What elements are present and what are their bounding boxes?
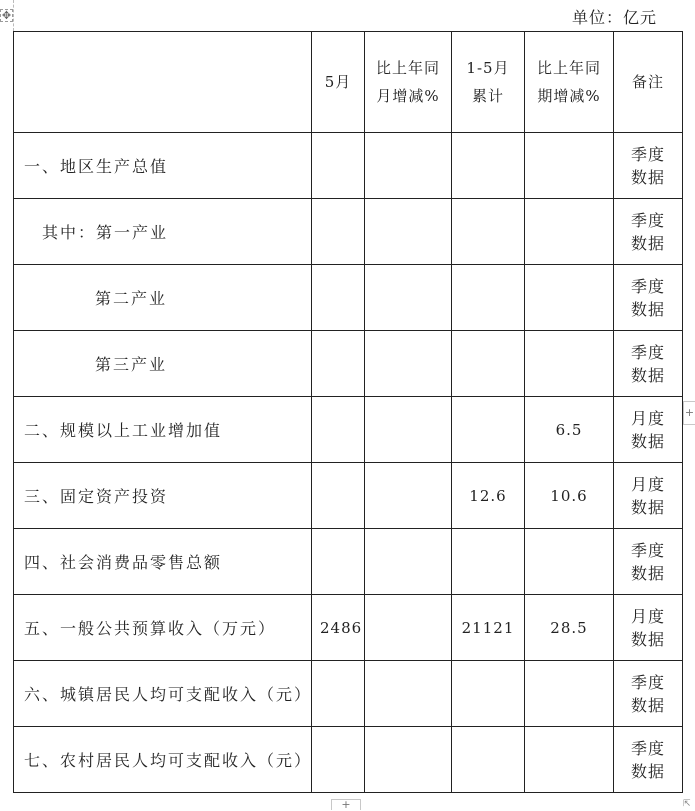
note-line: 数据: [630, 761, 665, 781]
cell-yoy-cumulative[interactable]: [525, 661, 614, 727]
note-line: 月度: [630, 606, 665, 626]
plus-icon: +: [341, 798, 351, 811]
note-line: 月度: [630, 408, 665, 428]
header-cell-yoy-month[interactable]: [365, 32, 452, 133]
header-text-line: 1-5月: [466, 59, 510, 77]
cell-note[interactable]: [614, 529, 683, 595]
note-line: 季度: [630, 342, 665, 362]
statistics-table: [13, 31, 683, 793]
cell-yoy-cumulative[interactable]: [525, 529, 614, 595]
cell-may[interactable]: [312, 661, 365, 727]
cell-yoy-month[interactable]: [365, 595, 452, 661]
row-label-urban-income[interactable]: 六、城镇居民人均可支配收入（元）: [14, 661, 312, 727]
cell-yoy-cumulative[interactable]: [525, 727, 614, 793]
note-line: 数据: [630, 233, 665, 253]
unit-label: 单位：亿元: [571, 8, 657, 27]
cell-cumulative[interactable]: [452, 661, 525, 727]
note-line: 季度: [630, 276, 665, 296]
cell-may[interactable]: [312, 199, 365, 265]
note-line: 季度: [630, 210, 665, 230]
table-row: [14, 331, 683, 397]
table-row: [14, 397, 683, 463]
move-arrows-icon: ✥: [1, 9, 12, 22]
table-boundary-guide: [13, 0, 14, 31]
header-text-line: 期增减%: [537, 87, 601, 105]
resize-corner-icon: ⇱: [683, 799, 691, 809]
table-resize-handle[interactable]: [683, 799, 693, 809]
note-line: 数据: [630, 497, 665, 517]
table-row: [14, 133, 683, 199]
cell-may[interactable]: [312, 265, 365, 331]
cell-yoy-month[interactable]: [365, 661, 452, 727]
plus-icon: +: [684, 406, 695, 419]
header-text-line: 比上年同: [375, 59, 440, 77]
cell-yoy-month[interactable]: [365, 133, 452, 199]
add-row-button[interactable]: [331, 799, 361, 810]
cell-note[interactable]: [614, 265, 683, 331]
cell-may[interactable]: [312, 133, 365, 199]
cell-cumulative[interactable]: [452, 529, 525, 595]
cell-note[interactable]: [614, 199, 683, 265]
cell-note[interactable]: [614, 133, 683, 199]
cell-cumulative[interactable]: [452, 331, 525, 397]
cell-yoy-cumulative[interactable]: 10.6: [525, 463, 614, 529]
note-line: 季度: [630, 540, 665, 560]
table-row: [14, 529, 683, 595]
cell-yoy-month[interactable]: [365, 397, 452, 463]
cell-may[interactable]: [312, 529, 365, 595]
cell-note[interactable]: [614, 463, 683, 529]
cell-note[interactable]: [614, 727, 683, 793]
header-text-line: 比上年同: [536, 59, 601, 77]
cell-yoy-cumulative[interactable]: [525, 331, 614, 397]
cell-yoy-month[interactable]: [365, 727, 452, 793]
cell-yoy-month[interactable]: [365, 529, 452, 595]
cell-may[interactable]: [312, 727, 365, 793]
cell-may[interactable]: [312, 397, 365, 463]
row-label-industrial-value-added[interactable]: 二、规模以上工业增加值: [14, 397, 312, 463]
cell-cumulative[interactable]: [452, 397, 525, 463]
row-label-public-budget-revenue[interactable]: 五、一般公共预算收入（万元）: [14, 595, 312, 661]
cell-note[interactable]: [614, 397, 683, 463]
cell-yoy-cumulative[interactable]: 28.5: [525, 595, 614, 661]
table-row: [14, 463, 683, 529]
add-column-button[interactable]: [683, 401, 695, 425]
cell-yoy-cumulative[interactable]: [525, 133, 614, 199]
row-label-rural-income[interactable]: 七、农村居民人均可支配收入（元）: [14, 727, 312, 793]
row-label-fixed-asset-investment[interactable]: 三、固定资产投资: [14, 463, 312, 529]
table-row: [14, 727, 683, 793]
cell-yoy-month[interactable]: [365, 265, 452, 331]
note-line: 数据: [630, 563, 665, 583]
table-move-handle[interactable]: [0, 9, 13, 22]
note-line: 月度: [630, 474, 665, 494]
note-line: 数据: [630, 695, 665, 715]
cell-may[interactable]: [312, 463, 365, 529]
header-text-line: 月增减%: [376, 87, 440, 105]
cell-cumulative[interactable]: [452, 133, 525, 199]
table-row: [14, 661, 683, 727]
cell-yoy-month[interactable]: [365, 463, 452, 529]
note-line: 数据: [630, 299, 665, 319]
cell-cumulative[interactable]: [452, 199, 525, 265]
cell-cumulative[interactable]: [452, 727, 525, 793]
header-text-line: 累计: [471, 87, 504, 105]
table-header-row: [14, 32, 683, 133]
row-label-gdp[interactable]: 一、地区生产总值: [14, 133, 312, 199]
note-line: 数据: [630, 431, 665, 451]
cell-yoy-month[interactable]: [365, 199, 452, 265]
cell-cumulative[interactable]: 21121: [452, 595, 525, 661]
cell-note[interactable]: [614, 595, 683, 661]
note-line: 数据: [630, 365, 665, 385]
row-label-secondary-industry[interactable]: 第二产业: [14, 265, 312, 331]
table-row: [14, 199, 683, 265]
note-line: 数据: [630, 629, 665, 649]
cell-cumulative[interactable]: 12.6: [452, 463, 525, 529]
cell-may[interactable]: [312, 331, 365, 397]
table-row: [14, 265, 683, 331]
header-cell-may[interactable]: 5月: [312, 32, 365, 133]
cell-cumulative[interactable]: [452, 265, 525, 331]
row-label-retail-sales[interactable]: 四、社会消费品零售总额: [14, 529, 312, 595]
cell-yoy-cumulative[interactable]: 6.5: [525, 397, 614, 463]
cell-note[interactable]: [614, 661, 683, 727]
row-label-primary-industry[interactable]: 其中：第一产业: [14, 199, 312, 265]
header-cell-cumulative[interactable]: [452, 32, 525, 133]
cell-yoy-cumulative[interactable]: [525, 199, 614, 265]
note-line: 数据: [630, 167, 665, 187]
cell-note[interactable]: [614, 331, 683, 397]
row-label-tertiary-industry[interactable]: 第三产业: [14, 331, 312, 397]
note-line: 季度: [630, 672, 665, 692]
cell-yoy-month[interactable]: [365, 331, 452, 397]
table-row: [14, 595, 683, 661]
note-line: 季度: [630, 738, 665, 758]
header-cell-note[interactable]: 备注: [614, 32, 683, 133]
header-cell-yoy-cumulative[interactable]: [525, 32, 614, 133]
cell-may[interactable]: 2486: [312, 595, 365, 661]
note-line: 季度: [630, 144, 665, 164]
cell-yoy-cumulative[interactable]: [525, 265, 614, 331]
header-cell-item[interactable]: [14, 32, 312, 133]
